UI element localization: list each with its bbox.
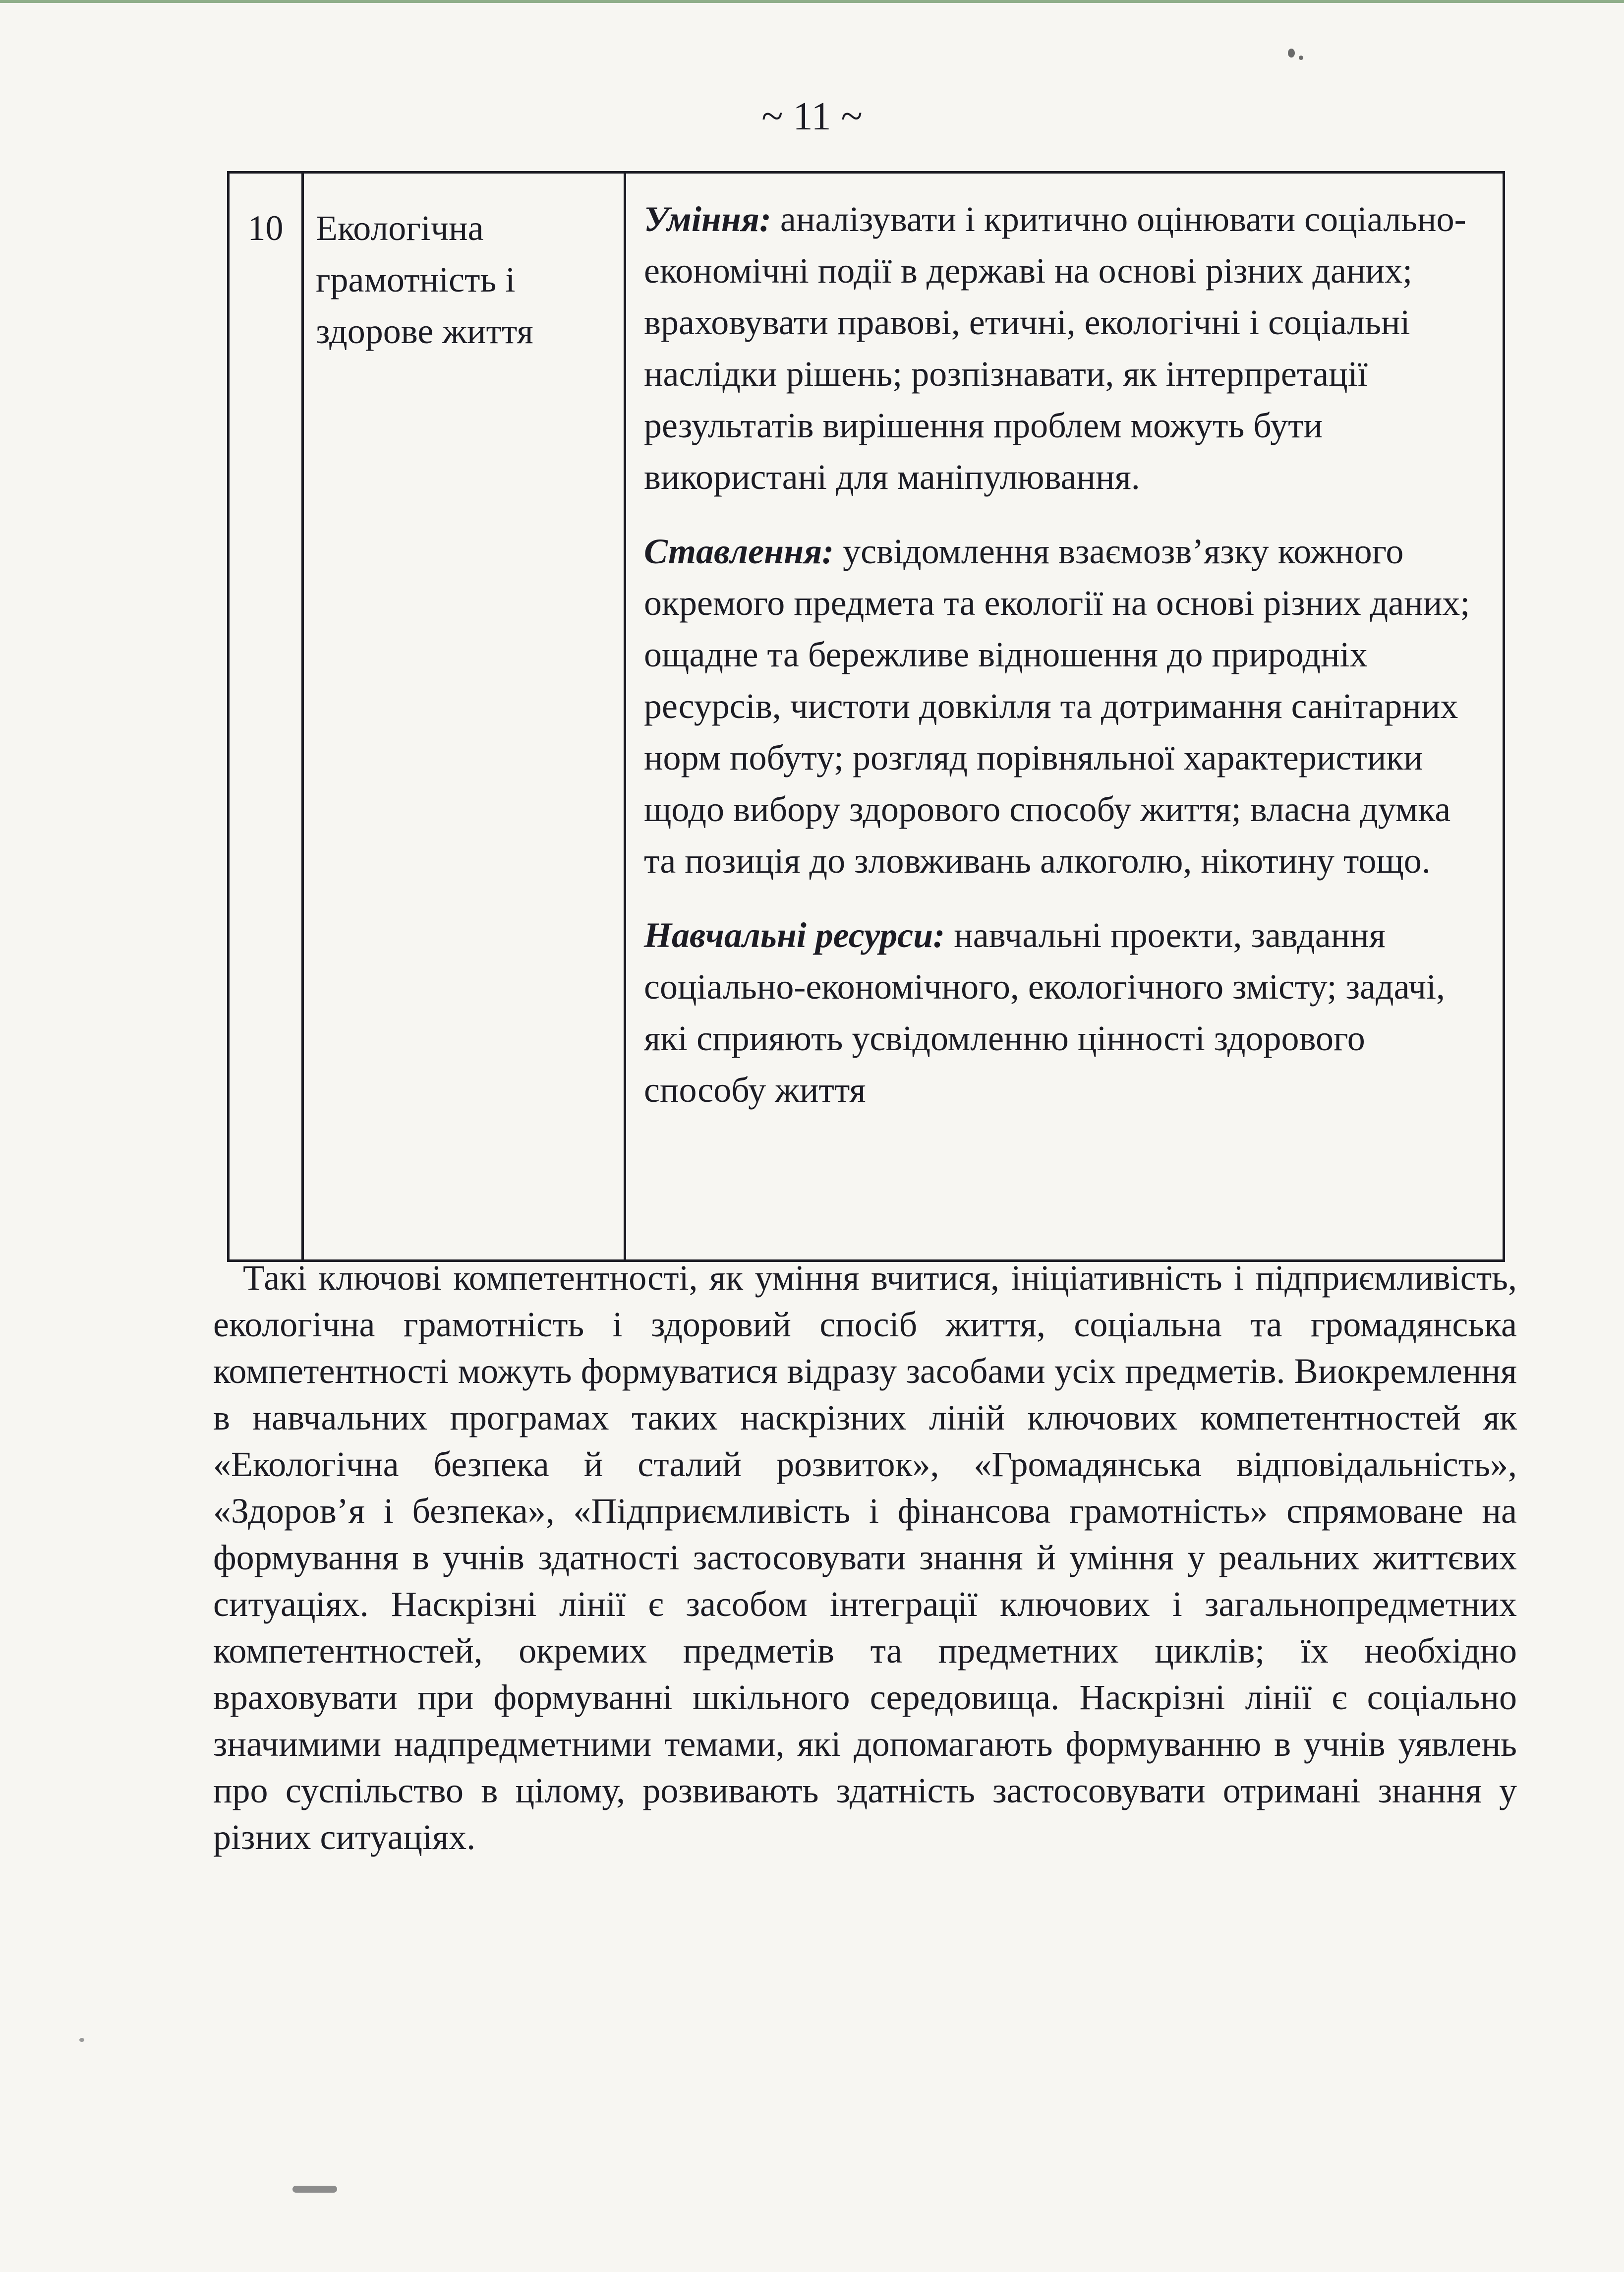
page-number: ~ 11 ~	[761, 95, 863, 138]
resources-block	[644, 909, 1485, 1116]
skills-term: Уміння:	[644, 199, 771, 239]
table-row	[229, 173, 1504, 1261]
resources-term: Навчальні ресурси:	[644, 915, 945, 955]
attitude-block	[644, 526, 1485, 887]
body-paragraph: Такі ключові компетентності, як уміння вчитися, ініціативність і підприємливість, екологічна грамотність і здоровий спосіб життя, соціальна та громадянська компетентності можуть формуватися відразу засобами усіх предметів. Виокремлення в навчальних програмах таких наскрізних ліній ключових компетентностей як «Екологічна безпека й сталий розвиток», «Громадянська відповідальність», «Здоров’я і безпека», «Підприємливість і фінансова грамотність» спрямоване на формування в учнів здатності застосовувати знання й уміння у реальних життєвих ситуаціях. Наскрізні лінії є засобом інтеграції ключових і загальнопредметних компетентностей, окремих предметів та предметних циклів; їх необхідно враховувати при формуванні шкільного середовища. Наскрізні лінії є соціально значимими надпредметними темами, які допомагають формуванню в учнів уявлень про суспільство в цілому, розвивають здатність застосовувати отримані знання у різних ситуаціях.	[213, 1258, 1517, 1857]
attitude-text: усвідомлення взаємозв’язку кожного окремого предмета та екології на основі різних даних; ощадне та бережливе відношення до природніх ресурсів, чистоти довкілля та дотримання санітарних норм побуту; розгляд порівняльної характеристики щодо вибору здорового способу життя; власна думка та позиція до зловживань алкоголю, нікотину тощо.	[644, 532, 1470, 881]
row-number: 10	[229, 173, 303, 1261]
competency-description	[625, 173, 1504, 1261]
skills-block	[644, 193, 1485, 503]
scan-speck	[1288, 49, 1295, 58]
skills-text: аналізувати і критично оцінювати соціально-економічні події в державі на основі різних даних; враховувати правові, етичні, екологічні і соціальні наслідки рішень; розпізнавати, як інтерпретації результатів вирішення проблем можуть бути використані для маніпулювання.	[644, 199, 1466, 497]
scan-speck	[292, 2186, 337, 2193]
attitude-term: Ставлення:	[644, 532, 834, 571]
competency-table	[227, 171, 1505, 1262]
competency-name: Екологічна грамотність і здорове життя	[303, 173, 625, 1261]
resources-text: навчальні проекти, завдання соціально-економічного, екологічного змісту; задачі, які сприяють усвідомленню цінності здорового способу життя	[644, 915, 1445, 1110]
scan-speck	[1299, 56, 1303, 60]
top-border-line	[0, 0, 1624, 3]
scan-speck	[79, 2038, 84, 2042]
